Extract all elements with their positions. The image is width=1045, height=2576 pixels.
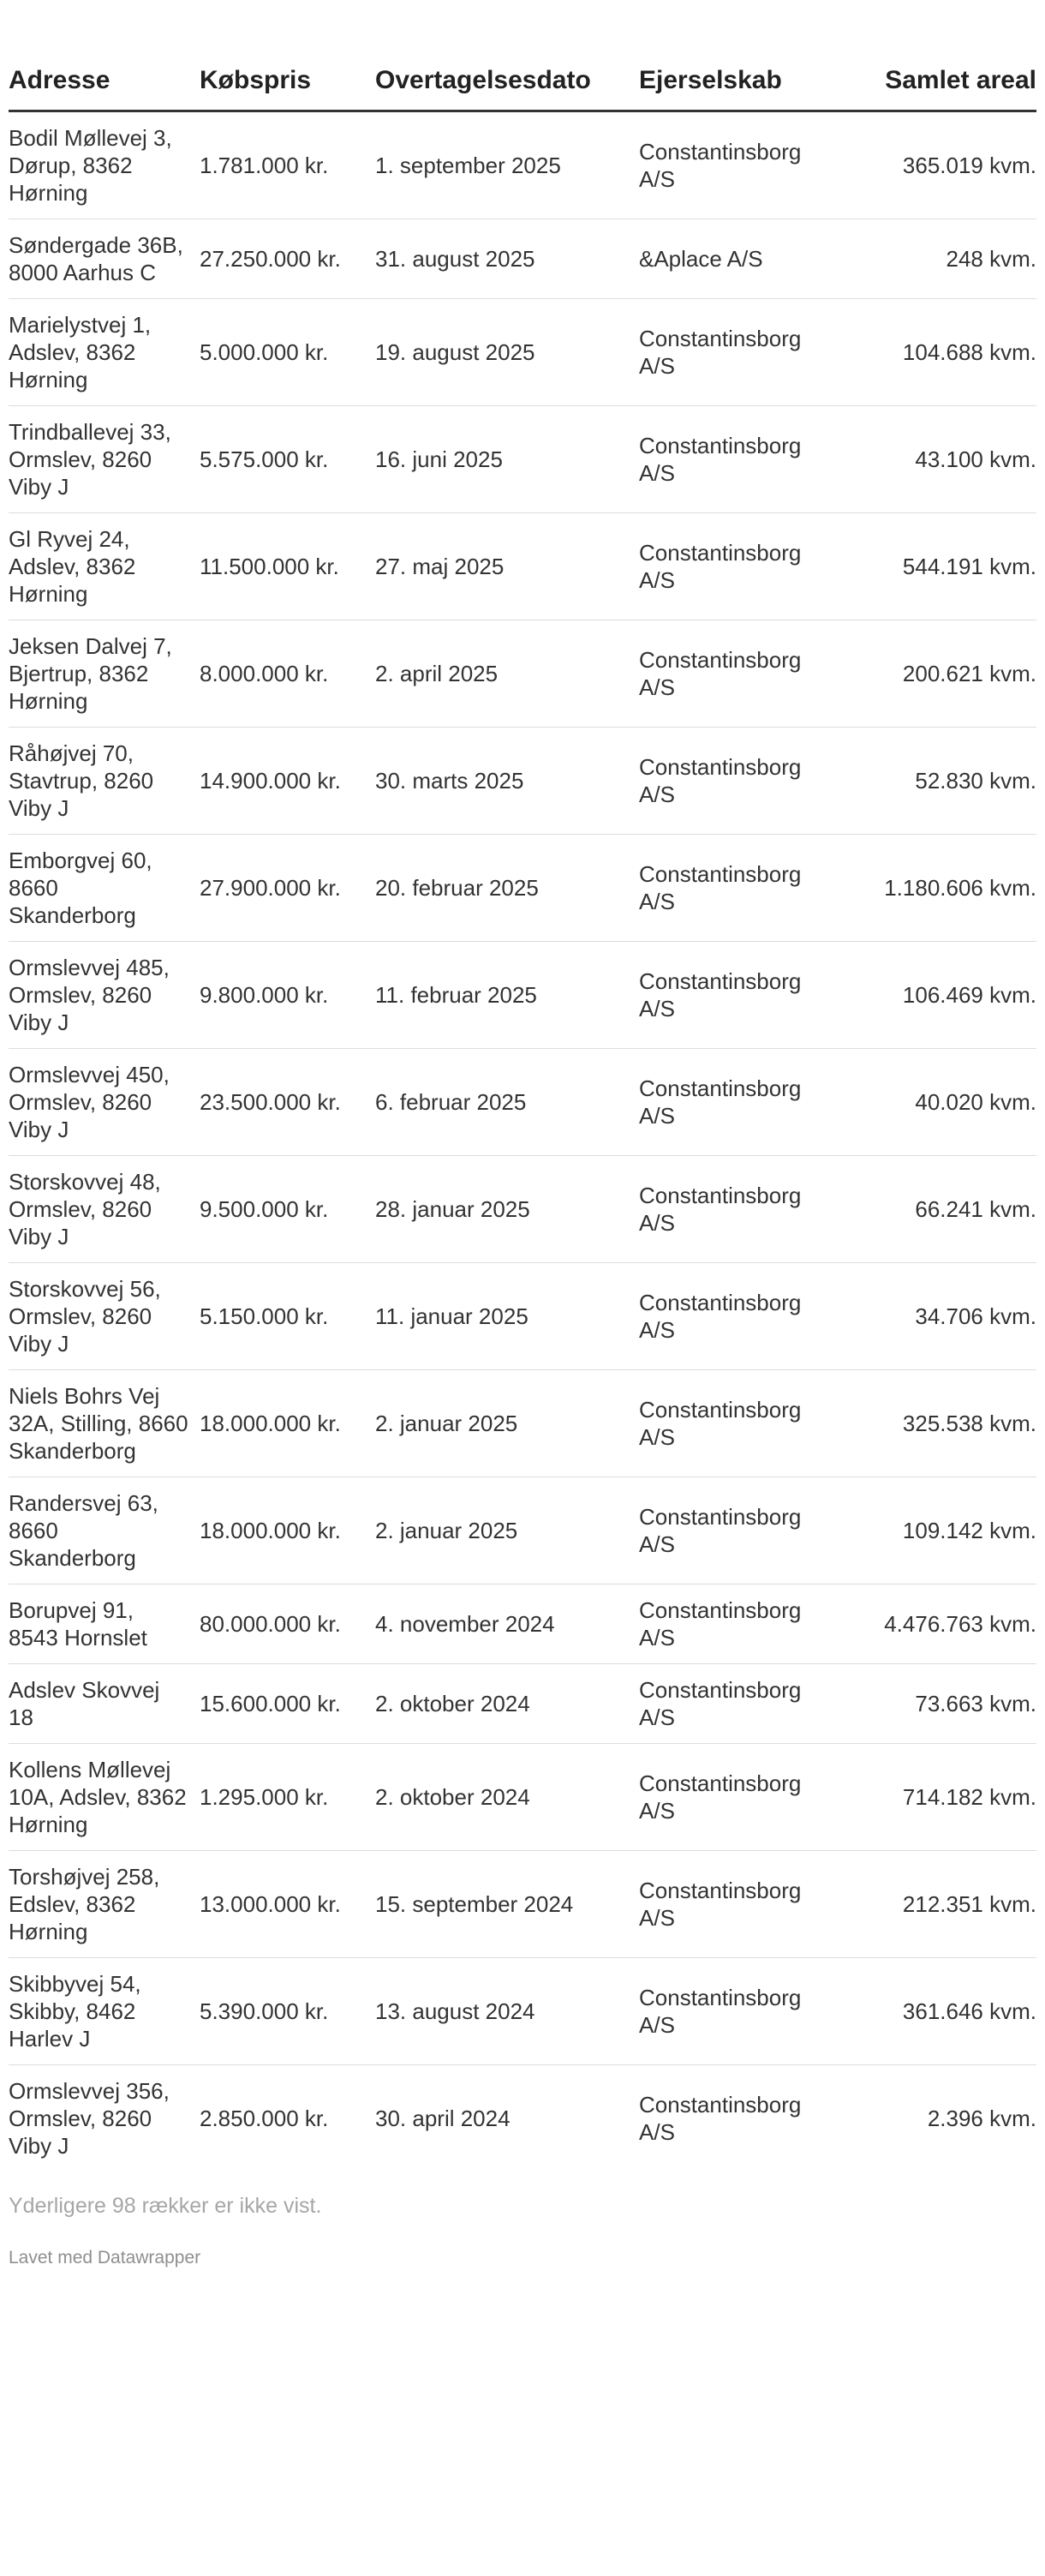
- cell-price: 5.575.000 kr.: [200, 406, 375, 513]
- cell-area: 73.663 kvm.: [849, 1664, 1036, 1744]
- cell-area: 52.830 kvm.: [849, 728, 1036, 835]
- cell-address: Niels Bohrs Vej 32A, Stilling, 8660 Skanderborg: [9, 1370, 200, 1477]
- column-header-date[interactable]: Overtagelsesdato: [375, 65, 639, 111]
- cell-area: 66.241 kvm.: [849, 1156, 1036, 1263]
- cell-owner: Constantinsborg A/S: [639, 1664, 849, 1744]
- cell-area: 544.191 kvm.: [849, 513, 1036, 620]
- cell-area: 365.019 kvm.: [849, 111, 1036, 219]
- table-row: [9, 942, 1036, 1049]
- cell-owner: Constantinsborg A/S: [639, 835, 849, 942]
- cell-price: 14.900.000 kr.: [200, 728, 375, 835]
- cell-date: 16. juni 2025: [375, 406, 639, 513]
- cell-date: 13. august 2024: [375, 1958, 639, 2065]
- table-row: [9, 835, 1036, 942]
- cell-area: 34.706 kvm.: [849, 1263, 1036, 1370]
- cell-area: 43.100 kvm.: [849, 406, 1036, 513]
- cell-owner: Constantinsborg A/S: [639, 620, 849, 728]
- cell-price: 9.800.000 kr.: [200, 942, 375, 1049]
- table-row: [9, 1958, 1036, 2065]
- cell-owner: Constantinsborg A/S: [639, 513, 849, 620]
- cell-date: 2. oktober 2024: [375, 1664, 639, 1744]
- header-row: [9, 65, 1036, 111]
- cell-price: 13.000.000 kr.: [200, 1851, 375, 1958]
- table-row: [9, 2065, 1036, 2172]
- column-header-price[interactable]: Købspris: [200, 65, 375, 111]
- cell-area: 714.182 kvm.: [849, 1744, 1036, 1851]
- cell-price: 5.150.000 kr.: [200, 1263, 375, 1370]
- cell-price: 8.000.000 kr.: [200, 620, 375, 728]
- property-table: [9, 65, 1036, 2172]
- cell-price: 27.900.000 kr.: [200, 835, 375, 942]
- cell-owner: Constantinsborg A/S: [639, 728, 849, 835]
- cell-price: 11.500.000 kr.: [200, 513, 375, 620]
- cell-date: 2. januar 2025: [375, 1477, 639, 1585]
- cell-owner: Constantinsborg A/S: [639, 1585, 849, 1664]
- cell-date: 15. september 2024: [375, 1851, 639, 1958]
- cell-date: 19. august 2025: [375, 299, 639, 406]
- cell-address: Emborgvej 60, 8660 Skanderborg: [9, 835, 200, 942]
- cell-date: 31. august 2025: [375, 219, 639, 299]
- table-row: [9, 406, 1036, 513]
- cell-address: Råhøjvej 70, Stavtrup, 8260 Viby J: [9, 728, 200, 835]
- cell-date: 11. januar 2025: [375, 1263, 639, 1370]
- cell-area: 1.180.606 kvm.: [849, 835, 1036, 942]
- cell-price: 9.500.000 kr.: [200, 1156, 375, 1263]
- cell-area: 325.538 kvm.: [849, 1370, 1036, 1477]
- cell-price: 27.250.000 kr.: [200, 219, 375, 299]
- cell-date: 2. januar 2025: [375, 1370, 639, 1477]
- table-container: [9, 0, 1045, 2268]
- cell-area: 212.351 kvm.: [849, 1851, 1036, 1958]
- cell-date: 30. marts 2025: [375, 728, 639, 835]
- cell-owner: Constantinsborg A/S: [639, 1263, 849, 1370]
- cell-address: Marielystvej 1, Adslev, 8362 Hørning: [9, 299, 200, 406]
- cell-address: Søndergade 36B, 8000 Aarhus C: [9, 219, 200, 299]
- cell-address: Skibbyvej 54, Skibby, 8462 Harlev J: [9, 1958, 200, 2065]
- cell-area: 4.476.763 kvm.: [849, 1585, 1036, 1664]
- cell-address: Adslev Skovvej 18: [9, 1664, 200, 1744]
- cell-price: 18.000.000 kr.: [200, 1370, 375, 1477]
- cell-owner: Constantinsborg A/S: [639, 942, 849, 1049]
- cell-owner: Constantinsborg A/S: [639, 1156, 849, 1263]
- table-row: [9, 620, 1036, 728]
- cell-address: Randersvej 63, 8660 Skanderborg: [9, 1477, 200, 1585]
- cell-owner: Constantinsborg A/S: [639, 1958, 849, 2065]
- cell-owner: Constantinsborg A/S: [639, 1851, 849, 1958]
- table-row: [9, 728, 1036, 835]
- cell-owner: Constantinsborg A/S: [639, 1744, 849, 1851]
- cell-address: Ormslevvej 450, Ormslev, 8260 Viby J: [9, 1049, 200, 1156]
- cell-area: 104.688 kvm.: [849, 299, 1036, 406]
- cell-area: 200.621 kvm.: [849, 620, 1036, 728]
- cell-area: 40.020 kvm.: [849, 1049, 1036, 1156]
- cell-owner: Constantinsborg A/S: [639, 406, 849, 513]
- column-header-area[interactable]: Samlet areal: [849, 65, 1036, 111]
- cell-area: 2.396 kvm.: [927, 2106, 1036, 2131]
- cell-address: Trindballevej 33, Ormslev, 8260 Viby J: [9, 406, 200, 513]
- cell-price: 5.390.000 kr.: [200, 1958, 375, 2065]
- cell-owner: Constantinsborg A/S: [639, 1477, 849, 1585]
- cell-address: Jeksen Dalvej 7, Bjertrup, 8362 Hørning: [9, 620, 200, 728]
- table-row: [9, 1370, 1036, 1477]
- cell-address: Storskovvej 48, Ormslev, 8260 Viby J: [9, 1156, 200, 1263]
- cell-price: 2.850.000 kr.: [200, 2106, 329, 2131]
- cell-date: 20. februar 2025: [375, 835, 639, 942]
- table-body: [9, 111, 1036, 2172]
- table-row: [9, 513, 1036, 620]
- table-row: [9, 1664, 1036, 1744]
- table-row: [9, 219, 1036, 299]
- cell-area: 106.469 kvm.: [849, 942, 1036, 1049]
- cell-address: Kollens Møllevej 10A, Adslev, 8362 Hørning: [9, 1744, 200, 1851]
- cell-area: 248 kvm.: [849, 219, 1036, 299]
- cell-address: Torshøjvej 258, Edslev, 8362 Hørning: [9, 1851, 200, 1958]
- table-row: [9, 1585, 1036, 1664]
- cell-address: Borupvej 91, 8543 Hornslet: [9, 1585, 200, 1664]
- cell-price: 80.000.000 kr.: [200, 1585, 375, 1664]
- cell-date: 11. februar 2025: [375, 942, 639, 1049]
- cell-owner: Constantinsborg A/S: [639, 1370, 849, 1477]
- cell-address: Gl Ryvej 24, Adslev, 8362 Hørning: [9, 513, 200, 620]
- table-row: [9, 1851, 1036, 1958]
- cell-address: Storskovvej 56, Ormslev, 8260 Viby J: [9, 1263, 200, 1370]
- table-row: [9, 1744, 1036, 1851]
- cell-area: 109.142 kvm.: [849, 1477, 1036, 1585]
- cell-date: 27. maj 2025: [375, 513, 639, 620]
- cell-date: 2. oktober 2024: [375, 1744, 639, 1851]
- table-row: [9, 1477, 1036, 1585]
- cell-price: 5.000.000 kr.: [200, 299, 375, 406]
- cell-owner: Constantinsborg A/S: [639, 2092, 802, 2145]
- table-row: [9, 1156, 1036, 1263]
- column-header-address[interactable]: Adresse: [9, 65, 200, 111]
- more-rows-note: Yderligere 98 rækker er ikke vist.: [9, 2194, 322, 2218]
- table-row: [9, 1049, 1036, 1156]
- cell-owner: Constantinsborg A/S: [639, 111, 849, 219]
- cell-price: 18.000.000 kr.: [200, 1477, 375, 1585]
- cell-date: 28. januar 2025: [375, 1156, 639, 1263]
- cell-date: 4. november 2024: [375, 1585, 639, 1664]
- datawrapper-credit: Lavet med Datawrapper: [9, 2248, 201, 2267]
- cell-price: 1.295.000 kr.: [200, 1744, 375, 1851]
- table-row: [9, 111, 1036, 219]
- cell-owner: &Aplace A/S: [639, 219, 849, 299]
- cell-date: 30. april 2024: [375, 2106, 511, 2131]
- cell-date: 1. september 2025: [375, 111, 639, 219]
- cell-address: Ormslevvej 356, Ormslev, 8260 Viby J: [9, 2078, 170, 2159]
- cell-price: 15.600.000 kr.: [200, 1664, 375, 1744]
- column-header-owner[interactable]: Ejerselskab: [639, 65, 849, 111]
- table-row: [9, 299, 1036, 406]
- cell-date: 2. april 2025: [375, 620, 639, 728]
- cell-address: Bodil Møllevej 3, Dørup, 8362 Hørning: [9, 111, 200, 219]
- cell-price: 1.781.000 kr.: [200, 111, 375, 219]
- table-row: [9, 1263, 1036, 1370]
- cell-area: 361.646 kvm.: [849, 1958, 1036, 2065]
- cell-owner: Constantinsborg A/S: [639, 1049, 849, 1156]
- cell-date: 6. februar 2025: [375, 1049, 639, 1156]
- cell-price: 23.500.000 kr.: [200, 1049, 375, 1156]
- cell-address: Ormslevvej 485, Ormslev, 8260 Viby J: [9, 942, 200, 1049]
- cell-owner: Constantinsborg A/S: [639, 299, 849, 406]
